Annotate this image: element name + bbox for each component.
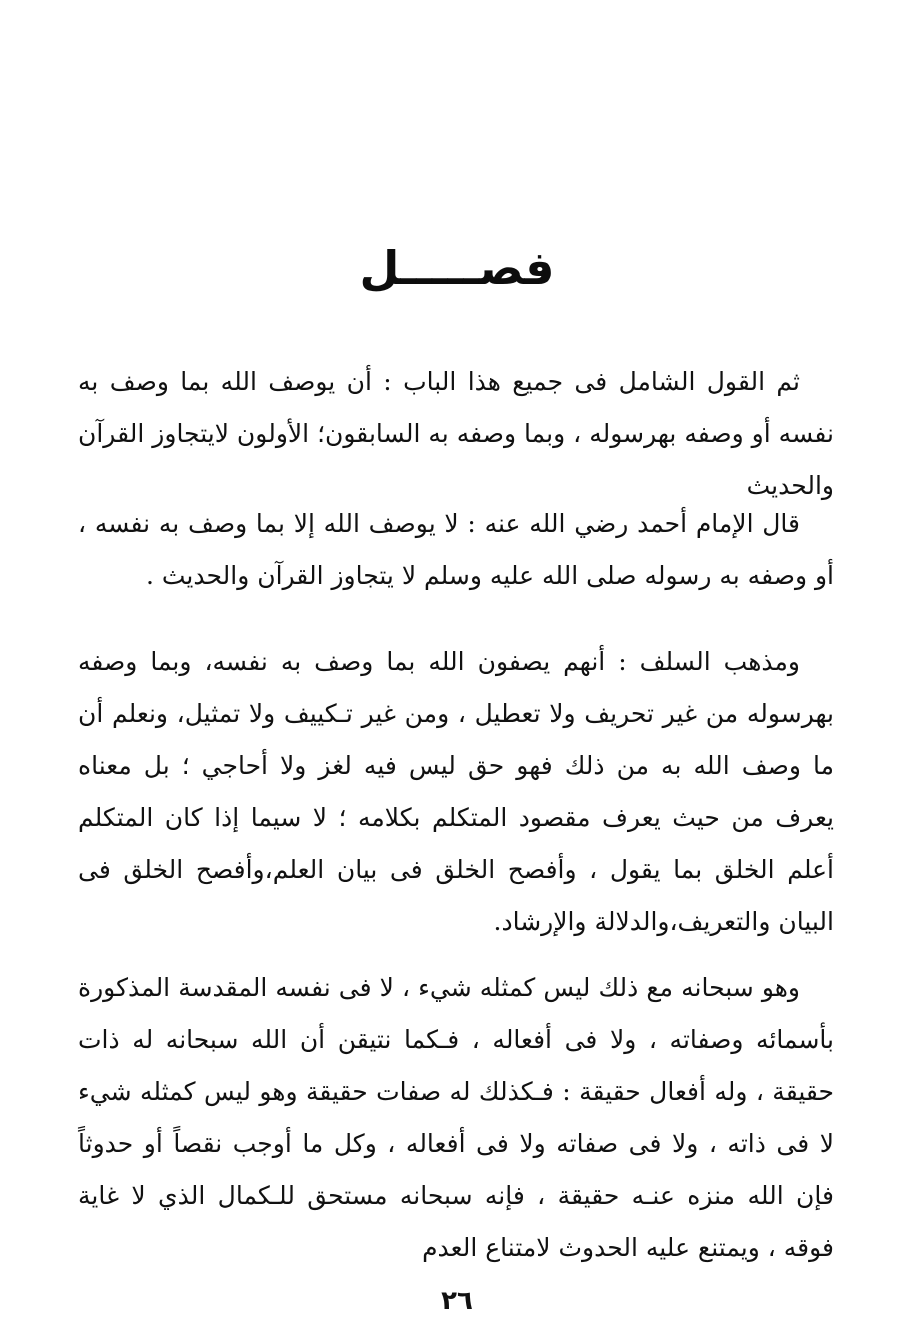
- page-number: ٢٦: [441, 1286, 473, 1316]
- paragraph-3-text: ومذهب السلف : أنهم يصفون الله بما وصف به نفسه، وبما وصفه بهرسوله من غير تحريف ولا تعطيل ، ومن غير تـكييف ولا تمثيل، ونعلم أن ما وصف الله به من ذلك فهو حق ليس فيه لغز ولا أحاجي ؛ بل معناه يعرف من حيث يعرف مقصود المتكلم بكلامه ؛ لا سيما إذا كان المتكلم أعلم الخلق بما يقول ، وأفصح الخلق فى بيان العلم،وأفصح الخلق فى البيان والتعريف،والدلالة والإرشاد.: [78, 647, 835, 936]
- paragraph-3: [78, 636, 834, 948]
- paragraph-4: [78, 962, 834, 1274]
- paragraph-1-text: ثم القول الشامل فى جميع هذا الباب : أن يوصف الله بما وصف به نفسه أو وصفه بهرسوله ، وبما وصفه به السابقون؛ الأولون لايتجاوز القرآن والحديث: [78, 367, 834, 500]
- paragraph-4-text: وهو سبحانه مع ذلك ليس كمثله شيء ، لا فى نفسه المقدسة المذكورة بأسمائه وصفاته ، ولا فى أفعاله ، فـكما نتيقن أن الله سبحانه له ذات حقيقة ، وله أفعال حقيقة : فـكذلك له صفات حقيقة وهو ليس كمثله شيء لا فى ذاته ، ولا فى صفاته ولا فى أفعاله ، وكل ما أوجب نقصاً أو حدوثاً فإن الله منزه عنـه حقيقة ، فإنه سبحانه مستحق للـكمال الذي لا غاية فوقه ، ويمتنع عليه الحدوث لامتناع العدم: [78, 973, 834, 1262]
- paragraph-2: [78, 498, 834, 602]
- paragraph-2-text: قال الإمام أحمد رضي الله عنه : لا يوصف الله إلا بما وصف به نفسه ، أو وصفه به رسوله صلى الله عليه وسلم لا يتجاوز القرآن والحديث .: [78, 509, 834, 590]
- paragraph-1: [78, 356, 834, 512]
- section-heading-wrap: [0, 238, 914, 298]
- section-heading: فصـــــل: [359, 241, 555, 295]
